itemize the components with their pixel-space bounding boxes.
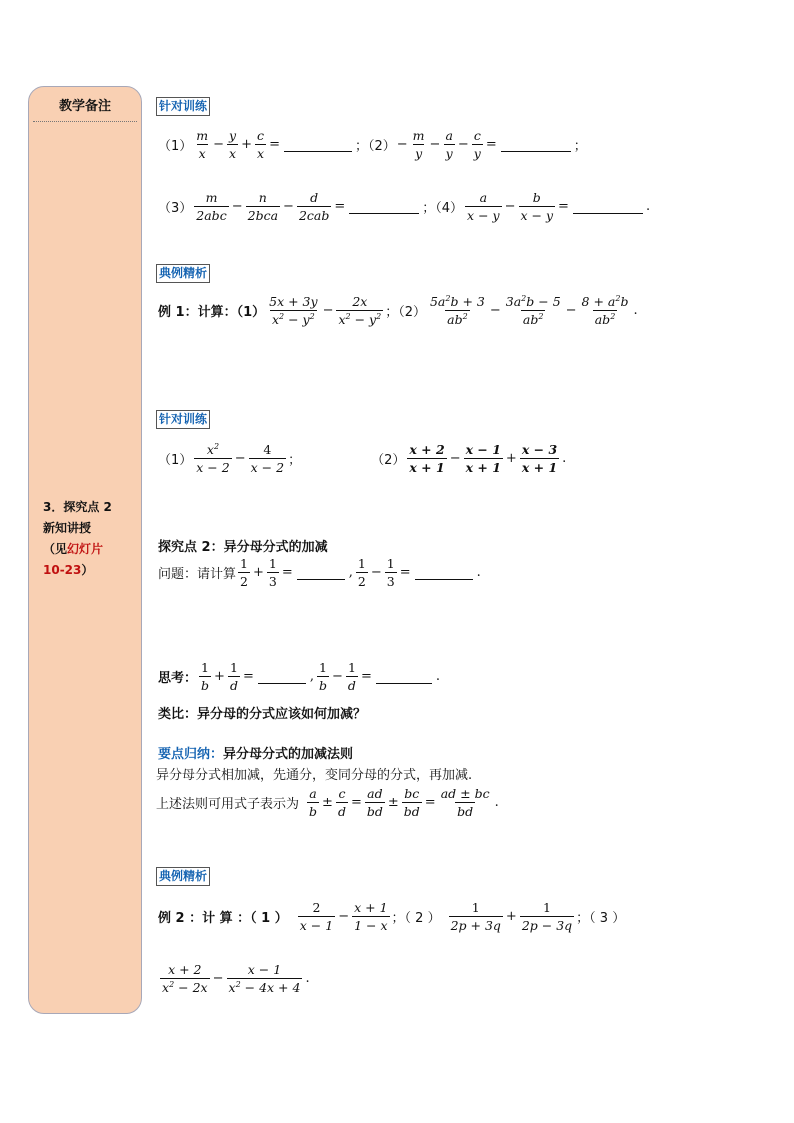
item-number: （2） bbox=[371, 453, 406, 468]
sidebar-header: 教学备注 bbox=[58, 99, 111, 114]
example-label: 例 1：计算：（1） bbox=[158, 305, 266, 320]
fraction: $\frac{4}{x - 2}$ bbox=[250, 442, 285, 475]
note-line-3 bbox=[43, 539, 139, 560]
fraction: $\frac{a}{b}$ bbox=[309, 786, 318, 819]
sidebar-divider bbox=[33, 121, 137, 122]
item-number: ；（ 2 ） bbox=[391, 911, 441, 926]
answer-blank[interactable] bbox=[258, 669, 306, 684]
think-row: 思考： $\frac{1}{b}$ + $\frac{1}{d}$ = , $\frac{1}{b}$ − $\frac{1}{d}$ = . bbox=[158, 660, 440, 693]
note-prefix: （见 bbox=[43, 542, 68, 556]
fraction: $\frac{3a^2b - 5}{ab^2}$ bbox=[505, 293, 561, 327]
fraction: $\frac{ad \pm bc}{bd}$ bbox=[440, 786, 490, 819]
fraction: $\frac{a}{y}$ bbox=[445, 128, 453, 161]
fraction: $\frac{d}{\text{2cab}}$ bbox=[298, 190, 330, 223]
fraction: $\frac{x + 1}{1 - x}$ bbox=[354, 900, 388, 933]
question-label: 问题：请计算 bbox=[158, 567, 237, 582]
answer-blank[interactable] bbox=[297, 565, 345, 580]
fraction: $\frac{1}{3}$ bbox=[386, 556, 395, 589]
fraction: $\frac{1}{2}$ bbox=[357, 556, 366, 589]
item-number: （1） bbox=[158, 139, 193, 154]
answer-blank[interactable] bbox=[415, 565, 473, 580]
example-label: 例 2 ：计 算 ：（ 1 ） bbox=[158, 911, 288, 926]
fraction: $\frac{1}{b}$ bbox=[201, 660, 210, 693]
think-label: 思考： bbox=[158, 671, 198, 686]
fraction: $\frac{m}{y}$ bbox=[412, 128, 425, 161]
item-number: （3） bbox=[158, 201, 193, 216]
fraction: $\frac{m}{x}$ bbox=[196, 128, 209, 161]
section-label-example: 典例精析 bbox=[156, 264, 210, 283]
fraction: $\frac{1}{2p - 3q}$ bbox=[521, 900, 573, 933]
analogy-text bbox=[158, 703, 366, 722]
item-number: （1） bbox=[158, 453, 193, 468]
fraction: $\frac{1}{2}$ bbox=[240, 556, 248, 589]
fraction: $\frac{c}{y}$ bbox=[473, 128, 481, 161]
fraction: $\frac{c}{x}$ bbox=[257, 128, 265, 161]
fraction: $\frac{bc}{bd}$ bbox=[403, 786, 420, 819]
note-suffix: ） bbox=[81, 563, 94, 577]
fraction: $\frac{n}{\text{2bca}}$ bbox=[247, 190, 279, 223]
example-2-row: 例 2 ：计 算 ：（ 1 ） $\frac{2}{x - 1}$ − $\frac{x + 1}{1 - x}$ ；（ 2 ） $\frac{1}{2p + 3q}$ + $\frac{1}{2p - 3q}$ ；（ 3 ） bbox=[158, 900, 626, 933]
formula-row: 上述法则可用式子表示为 $\frac{a}{b}$ ± $\frac{c}{d}$ = $\frac{ad}{bd}$ ± $\frac{bc}{bd}$ = $\frac{ad \pm bc}{bd}$ . bbox=[156, 786, 499, 819]
summary-title: 异分母分式的加减法则 bbox=[223, 747, 354, 762]
fraction: $\frac{y}{x}$ bbox=[229, 128, 237, 161]
answer-blank[interactable] bbox=[284, 137, 352, 152]
note-line-4 bbox=[43, 560, 139, 581]
fraction: $\frac{x + 2}{x + 1}$ bbox=[409, 442, 445, 475]
answer-blank[interactable] bbox=[501, 137, 571, 152]
fraction: $\frac{a}{x - y}$ bbox=[467, 190, 500, 223]
summary-heading bbox=[158, 743, 353, 762]
section-label-training: 针对训练 bbox=[156, 97, 210, 116]
analogy-label: 类比：异分母的分式应该如何加减？ bbox=[158, 707, 367, 722]
note-line-2: 新知讲授 bbox=[43, 521, 92, 535]
formula-label: 上述法则可用式子表示为 bbox=[156, 797, 300, 812]
semicolon: ； bbox=[573, 139, 587, 154]
fraction: $\frac{2x}{x^2 - y^2}$ bbox=[338, 294, 382, 327]
item-number: ；（2） bbox=[354, 139, 396, 154]
answer-blank[interactable] bbox=[376, 669, 432, 684]
example-2-part-3: $\frac{x + 2}{x^2 - 2x}$ − $\frac{x - 1}{x^2 - 4x + 4}$ . bbox=[162, 962, 310, 995]
fraction: $\frac{2}{x - 1}$ bbox=[299, 900, 334, 933]
section-label-example-2: 典例精析 bbox=[156, 867, 210, 886]
question-row: 问题：请计算 $\frac{1}{2}$ + $\frac{1}{3}$ = , $\frac{1}{2}$ − $\frac{1}{3}$ = . bbox=[158, 556, 481, 589]
fraction: $\frac{ad}{bd}$ bbox=[366, 786, 383, 819]
fraction: $\frac{1}{d}$ bbox=[229, 660, 238, 693]
fraction: $\frac{1}{b}$ bbox=[319, 660, 328, 693]
item-number: ；（ 3 ） bbox=[576, 911, 626, 926]
section-label-training-2: 针对训练 bbox=[156, 410, 210, 429]
answer-blank[interactable] bbox=[573, 199, 643, 214]
fraction: $\frac{m}{\text{2abc}}$ bbox=[196, 190, 227, 223]
fraction: $\frac{1}{d}$ bbox=[347, 660, 356, 693]
fraction: $\frac{c}{d}$ bbox=[337, 786, 346, 819]
training-2-row: （1） $\frac{x^2}{x - 2}$ − $\frac{4}{x - 2}$ ； （2） $\frac{x + 2}{x + 1}$ − $\frac{x - 1}{x + 1}$ + $\frac{x - 3}{x + 1}$ . bbox=[158, 441, 567, 475]
fraction: $\frac{x - 1}{x^2 - 4x + 4}$ bbox=[228, 962, 301, 995]
note-line-1: 3．探究点 2 bbox=[43, 500, 112, 514]
fraction: $\frac{x + 2}{x^2 - 2x}$ bbox=[162, 962, 208, 995]
item-number: ；（4） bbox=[422, 201, 464, 216]
semicolon: ； bbox=[288, 453, 302, 468]
fraction: $\frac{x - 1}{x + 1}$ bbox=[465, 442, 501, 475]
note-slide-range: 10-23 bbox=[43, 563, 82, 577]
fraction: $\frac{b}{x - y}$ bbox=[520, 190, 554, 223]
fraction: $\frac{5a^2b + 3}{ab^2}$ bbox=[429, 293, 485, 327]
item-number: ；（2） bbox=[385, 305, 426, 320]
explore-title: 探究点 2：异分母分式的加减 bbox=[158, 540, 328, 555]
fraction: $\frac{5x + 3y}{x^2 - y^2}$ bbox=[269, 294, 318, 327]
exercise-row-2: （3） $\frac{m}{\text{2abc}}$ − $\frac{n}{\text{2bca}}$ − $\frac{d}{\text{2cab}}$ = ；（4） $\frac{a}{x - y}$ − $\frac{b}{x - y}$ = . bbox=[158, 190, 651, 223]
note-slides: 幻灯片 bbox=[67, 542, 104, 556]
sidebar-note bbox=[43, 497, 139, 581]
fraction: $\frac{1}{3}$ bbox=[268, 556, 277, 589]
fraction: $\frac{x - 3}{x + 1}$ bbox=[521, 442, 558, 475]
fraction: $\frac{x^2}{x - 2}$ bbox=[196, 441, 230, 475]
fraction: $\frac{1}{2p + 3q}$ bbox=[450, 900, 501, 933]
fraction: $\frac{8 + a^2b}{ab^2}$ bbox=[581, 293, 629, 327]
period: . bbox=[645, 199, 651, 214]
summary-label: 要点归纳： bbox=[158, 747, 224, 762]
teaching-notes-sidebar bbox=[28, 86, 142, 1014]
answer-blank[interactable] bbox=[349, 199, 419, 214]
rule-text: 异分母分式相加减，先通分，变同分母的分式，再加减. bbox=[156, 768, 473, 783]
example-1-row: 例 1：计算：（1） $\frac{5x + 3y}{x^2 - y^2}$ − $\frac{2x}{x^2 - y^2}$ ；（2） $\frac{5a^2b + 3}{ab^2}$ − $\frac{3a^2b - 5}{ab^2}$ − $\frac{8 + a^2b}{ab^2}$ . bbox=[158, 293, 638, 327]
exercise-row-1: （1） $\frac{m}{x}$ − $\frac{y}{x}$ + $\frac{c}{x}$ = ；（2） − $\frac{m}{y}$ − $\frac{a}{y}$ − $\frac{c}{y}$ = ； bbox=[158, 128, 587, 161]
